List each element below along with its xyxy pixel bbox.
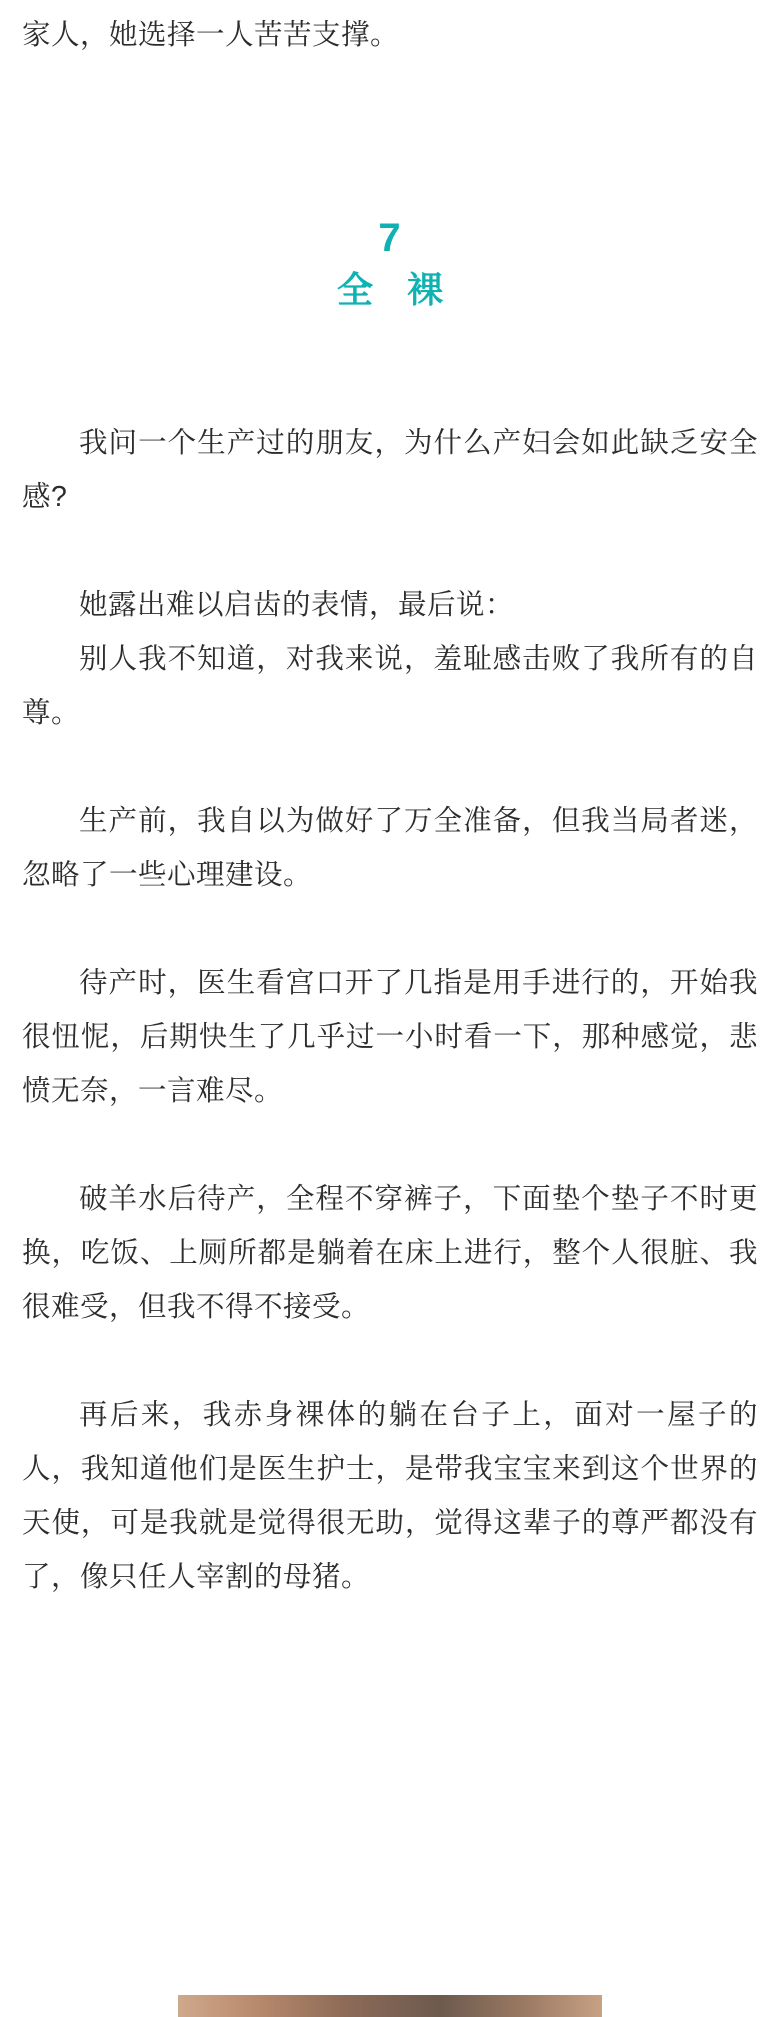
paragraph-4: 生产前，我自以为做好了万全准备，但我当局者迷，忽略了一些心理建设。 [22,805,758,891]
spacer-1 [22,524,758,578]
bottom-image-strip [0,1995,780,2017]
next-image-preview [178,1995,602,2017]
section-number: 7 [378,216,402,260]
paragraph-3: 别人我不知道，对我来说，羞耻感击败了我所有的自尊。 [22,643,758,729]
paragraph-1: 我问一个生产过的朋友，为什么产妇会如此缺乏安全感? [22,427,758,513]
spacer-3 [22,902,758,956]
spacer-5 [22,1334,758,1388]
spacer-before-section [22,62,758,212]
section-heading [22,212,758,316]
strip-right-margin [602,1995,780,2017]
spacer-after-section [22,316,758,416]
spacer-2 [22,740,758,794]
section-title: 全 裸 [336,269,455,310]
paragraph-2: 她露出难以启齿的表情，最后说： [79,589,515,621]
paragraph-6: 破羊水后待产，全程不穿裤子，下面垫个垫子不时更换，吃饭、上厕所都是躺着在床上进行，整个人很脏、我很难受，但我不得不接受。 [22,1183,758,1323]
paragraph-7: 再后来，我赤身裸体的躺在台子上，面对一屋子的人，我知道他们是医生护士，是带我宝宝来到这个世界的天使，可是我就是觉得很无助，觉得这辈子的尊严都没有了，像只任人宰割的母猪。 [22,1399,758,1593]
top-text-fragment: 家人，她选择一人苦苦支撑。 [22,19,400,51]
paragraph-5: 待产时，医生看宫口开了几指是用手进行的，开始我很忸怩，后期快生了几乎过一小时看一下，那种感觉，悲愤无奈，一言难尽。 [22,967,758,1107]
spacer-4 [22,1118,758,1172]
strip-left-margin [0,1995,178,2017]
